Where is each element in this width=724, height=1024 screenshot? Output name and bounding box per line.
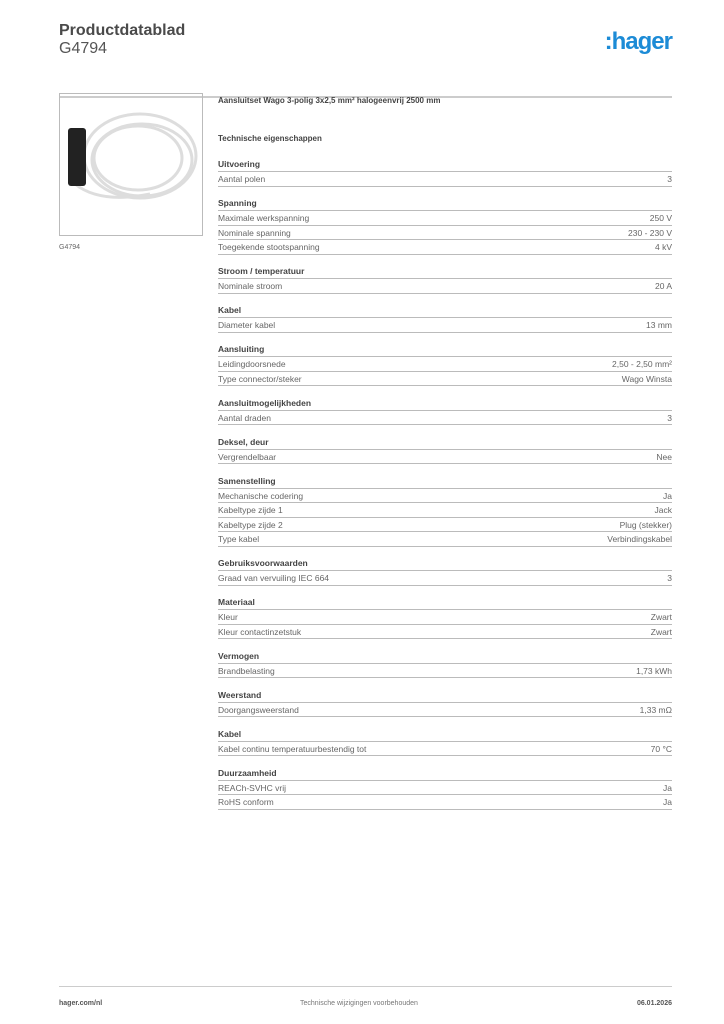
spec-label: Kleur bbox=[218, 612, 238, 622]
spec-section bbox=[218, 727, 672, 757]
spec-label: Kabeltype zijde 2 bbox=[218, 519, 283, 530]
spec-label: Toegekende stootspanning bbox=[218, 242, 320, 252]
section-heading: Materiaal bbox=[218, 595, 672, 610]
product-name: Aansluitset Wago 3-polig 3x2,5 mm² halogeenvrij 2500 mm bbox=[218, 96, 441, 105]
spec-label: Nominale spanning bbox=[218, 227, 291, 238]
spec-value: 4 kV bbox=[654, 242, 672, 252]
tech-heading: Technische eigenschappen bbox=[218, 134, 322, 143]
section-heading: Duurzaamheid bbox=[218, 766, 672, 781]
spec-value: 3 bbox=[667, 573, 672, 583]
spec-row bbox=[218, 571, 672, 586]
hager-logo: :hager bbox=[604, 28, 672, 55]
spec-label: Mechanische codering bbox=[218, 490, 304, 501]
section-heading: Uitvoering bbox=[218, 157, 672, 172]
spec-section bbox=[218, 474, 672, 547]
spec-row bbox=[218, 279, 672, 294]
spec-section bbox=[218, 396, 672, 426]
spec-value: 3 bbox=[667, 174, 672, 184]
spec-value: Ja bbox=[663, 797, 672, 807]
spec-value: 1,73 kWh bbox=[636, 665, 672, 676]
section-heading: Aansluitmogelijkheden bbox=[218, 396, 672, 411]
spec-value: Zwart bbox=[650, 612, 672, 622]
spec-label: Kabel continu temperatuurbestendig tot bbox=[218, 743, 367, 754]
spec-row bbox=[218, 518, 672, 533]
spec-row bbox=[218, 372, 672, 387]
spec-section bbox=[218, 435, 672, 465]
spec-value: 20 A bbox=[654, 281, 672, 291]
footer-date: 06.01.2026 bbox=[636, 1000, 672, 1007]
product-code: G4794 bbox=[59, 40, 108, 57]
spec-section bbox=[218, 766, 672, 810]
spec-label: Graad van vervuiling IEC 664 bbox=[218, 573, 330, 583]
spec-row bbox=[218, 318, 672, 333]
spec-row bbox=[218, 532, 672, 547]
spec-row bbox=[218, 610, 672, 625]
spec-row bbox=[218, 211, 672, 226]
spec-label: Leidingdoorsnede bbox=[218, 359, 286, 369]
section-heading: Gebruiksvoorwaarden bbox=[218, 556, 672, 571]
spec-section bbox=[218, 688, 672, 718]
spec-sections bbox=[218, 157, 672, 810]
image-caption: G4794 bbox=[59, 244, 81, 251]
spec-row bbox=[218, 411, 672, 426]
section-heading: Deksel, deur bbox=[218, 435, 672, 450]
spec-label: Aantal polen bbox=[218, 174, 266, 184]
spec-label: Aantal draden bbox=[218, 412, 271, 423]
spec-section bbox=[218, 196, 672, 255]
product-image bbox=[59, 93, 203, 236]
spec-row bbox=[218, 703, 672, 718]
spec-value: 3 bbox=[667, 412, 672, 423]
spec-row bbox=[218, 240, 672, 255]
spec-value: Ja bbox=[663, 490, 672, 501]
spec-row bbox=[218, 795, 672, 810]
spec-value: Ja bbox=[663, 782, 672, 793]
spec-value: 230 - 230 V bbox=[628, 227, 672, 238]
section-heading: Kabel bbox=[218, 727, 672, 742]
spec-section bbox=[218, 342, 672, 386]
footer-disclaimer: Technische wijzigingen voorbehouden bbox=[300, 1000, 418, 1007]
spec-section bbox=[218, 157, 672, 187]
spec-row bbox=[218, 742, 672, 757]
spec-value: Wago Winsta bbox=[621, 373, 672, 384]
spec-label: Diameter kabel bbox=[218, 320, 276, 330]
spec-value: Jack bbox=[654, 505, 672, 515]
cable-image-icon bbox=[60, 94, 202, 235]
spec-section bbox=[218, 595, 672, 639]
spec-section bbox=[218, 556, 672, 586]
spec-value: Plug (stekker) bbox=[619, 519, 672, 530]
spec-value: 1,33 mΩ bbox=[639, 704, 672, 715]
spec-label: REACh-SVHC vrij bbox=[218, 782, 287, 793]
section-heading: Kabel bbox=[218, 303, 672, 318]
section-heading: Spanning bbox=[218, 196, 672, 211]
spec-label: Type connector/steker bbox=[218, 373, 302, 384]
spec-row bbox=[218, 625, 672, 640]
spec-value: 2,50 - 2,50 mm² bbox=[612, 359, 672, 369]
section-heading: Weerstand bbox=[218, 688, 672, 703]
spec-row bbox=[218, 503, 672, 518]
spec-row bbox=[218, 664, 672, 679]
spec-label: RoHS conform bbox=[218, 797, 274, 807]
spec-value: 70 °C bbox=[650, 743, 672, 754]
spec-label: Doorgangsweerstand bbox=[218, 704, 299, 715]
page-title: Productdatablad bbox=[59, 22, 186, 39]
spec-value: Zwart bbox=[650, 626, 672, 637]
spec-value: Nee bbox=[656, 451, 672, 462]
spec-label: Type kabel bbox=[218, 534, 260, 544]
spec-value: Verbindingskabel bbox=[607, 534, 672, 544]
spec-value: 250 V bbox=[649, 213, 672, 223]
spec-value: 13 mm bbox=[646, 320, 672, 330]
spec-row bbox=[218, 357, 672, 372]
spec-label: Kabeltype zijde 1 bbox=[218, 505, 283, 515]
spec-label: Vergrendelbaar bbox=[218, 451, 277, 462]
section-heading: Aansluiting bbox=[218, 342, 672, 357]
spec-section bbox=[218, 649, 672, 679]
footer-divider bbox=[59, 986, 672, 987]
section-heading: Stroom / temperatuur bbox=[218, 264, 672, 279]
spec-content bbox=[218, 96, 672, 819]
spec-label: Brandbelasting bbox=[218, 665, 275, 676]
spec-row bbox=[218, 489, 672, 504]
spec-label: Kleur contactinzetstuk bbox=[218, 626, 302, 637]
spec-section bbox=[218, 264, 672, 294]
spec-row bbox=[218, 450, 672, 465]
spec-row bbox=[218, 172, 672, 187]
footer-website[interactable]: hager.com/nl bbox=[59, 1000, 103, 1007]
spec-label: Maximale werkspanning bbox=[218, 213, 310, 223]
section-heading: Samenstelling bbox=[218, 474, 672, 489]
spec-label: Nominale stroom bbox=[218, 281, 283, 291]
spec-section bbox=[218, 303, 672, 333]
spec-row bbox=[218, 226, 672, 241]
section-heading: Vermogen bbox=[218, 649, 672, 664]
spec-row bbox=[218, 781, 672, 796]
